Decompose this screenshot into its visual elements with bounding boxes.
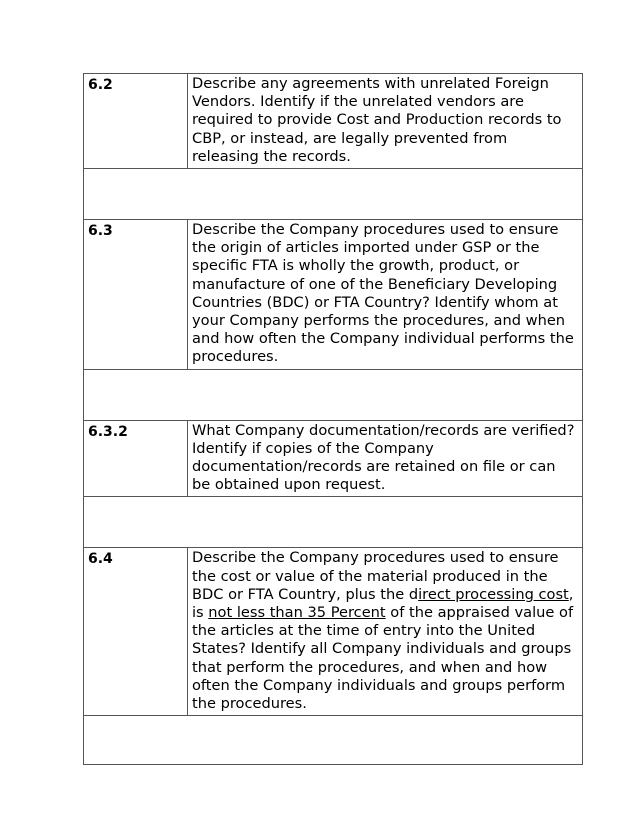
question-row-6-4 bbox=[84, 548, 583, 716]
answer-cell[interactable] bbox=[84, 716, 583, 765]
answer-cell[interactable] bbox=[84, 169, 583, 220]
answer-cell[interactable] bbox=[84, 369, 583, 420]
question-number: 6.3 bbox=[84, 220, 188, 370]
text-segment: Describe the Company procedures used to ensure the cost or value of the material produced in the BDC or FTA Country, plus the d bbox=[192, 549, 559, 603]
answer-row bbox=[84, 169, 583, 220]
questionnaire-table bbox=[83, 73, 583, 765]
answer-cell[interactable] bbox=[84, 497, 583, 548]
answer-row bbox=[84, 369, 583, 420]
question-text bbox=[188, 548, 583, 716]
question-row-6-3-2 bbox=[84, 420, 583, 497]
underlined-text: not less than 35 Percent bbox=[208, 604, 386, 622]
question-text: Describe any agreements with unrelated Foreign Vendors. Identify if the unrelated vendors are required to provide Cost and Production records to CBP, or instead, are legally prevented from releasing the records. bbox=[188, 74, 583, 169]
question-number: 6.4 bbox=[84, 548, 188, 716]
question-text: What Company documentation/records are verified? Identify if copies of the Company documentation/records are retained on file or can be obtained upon request. bbox=[188, 420, 583, 497]
answer-row bbox=[84, 497, 583, 548]
answer-row bbox=[84, 716, 583, 765]
underlined-text: irect processing cost bbox=[418, 585, 569, 603]
text-segment: of the appraised value of the articles at the time of entry into the United States? Identify all Company individuals and groups that perform the procedures, and when and how often the Company individuals and groups perform the procedures. bbox=[192, 604, 574, 713]
text-segment: , is bbox=[192, 585, 574, 622]
question-text: Describe the Company procedures used to ensure the origin of articles imported under GSP or the specific FTA is wholly the growth, product, or manufacture of one of the Beneficiary Developing Countries (BDC) or FTA Country? Identify whom at your Company performs the procedures, and when and how often the Company individual performs the procedures. bbox=[188, 220, 583, 370]
question-number: 6.2 bbox=[84, 74, 188, 169]
question-number: 6.3.2 bbox=[84, 420, 188, 497]
question-row-6-2 bbox=[84, 74, 583, 169]
question-row-6-3 bbox=[84, 220, 583, 370]
